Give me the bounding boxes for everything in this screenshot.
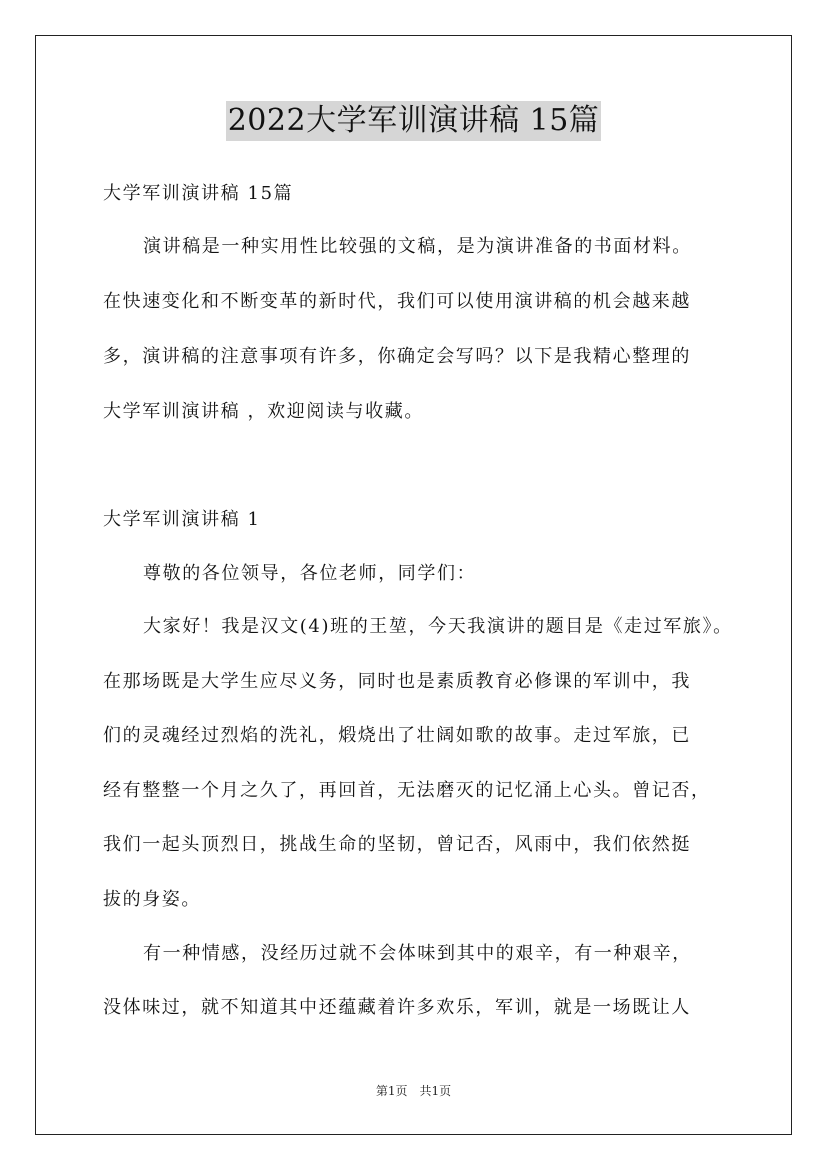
paragraph-line: 有一种情感，没经历过就不会体味到其中的艰辛，有一种艰辛， [143,943,692,964]
paragraph-line: 们的灵魂经过烈焰的洗礼，煅烧出了壮阔如歌的故事。走过军旅，已 [103,725,691,746]
paragraph-line: 在那场既是大学生应尽义务，同时也是素质教育必修课的军训中，我 [103,671,691,692]
section-heading: 大学军训演讲稿 1 [103,509,261,530]
title-container [0,101,827,141]
paragraph-line: 大家好！我是汉文(4)班的王堃，今天我演讲的题目是《走过军旅》。 [143,616,733,637]
paragraph-line: 尊敬的各位领导，各位老师，同学们： [143,563,477,584]
paragraph-line: 演讲稿是一种实用性比较强的文稿，是为演讲准备的书面材料。 [143,236,692,257]
paragraph-line: 在快速变化和不断变革的新时代，我们可以使用演讲稿的机会越来越 [103,291,691,312]
paragraph-line: 拔的身姿。 [103,889,201,910]
paragraph-line: 大学军训演讲稿 ，欢迎阅读与收藏。 [103,401,424,422]
document-title: 2022大学军训演讲稿 15篇 [226,101,602,141]
document-subtitle: 大学军训演讲稿 15篇 [103,183,294,204]
page-footer: 第1页 共1页 [375,1084,452,1098]
paragraph-line: 我们一起头顶烈日，挑战生命的坚韧，曾记否，风雨中，我们依然挺 [103,834,691,855]
paragraph-line: 没体味过，就不知道其中还蕴藏着许多欢乐，军训，就是一场既让人 [103,997,691,1018]
paragraph-line: 经有整整一个月之久了，再回首，无法磨灭的记忆涌上心头。曾记否， [103,780,711,801]
paragraph-line: 多，演讲稿的注意事项有许多，你确定会写吗？以下是我精心整理的 [103,346,691,367]
